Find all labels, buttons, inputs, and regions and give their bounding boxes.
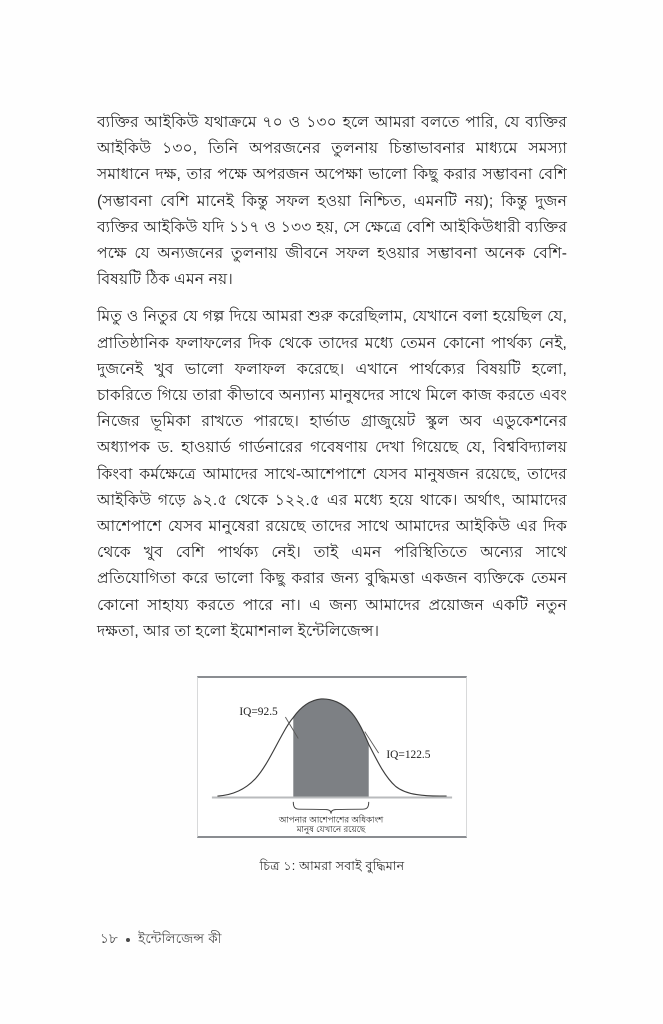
paragraph-2: মিতু ও নিতুর যে গল্প দিয়ে আমরা শুরু করেছিলাম, যেখানে বলা হয়েছিল যে, প্রাতিষ্ঠানিক ফলাফলের দিক থেকে তাদের মধ্যে তেমন কোনো পার্থক্য নেই, দুজনেই খুব ভালো ফলাফল করেছে। এখানে পার্থক্যের বিষয়টি হলো, চাকরিতে গিয়ে তারা কীভাবে অন্যান্য মানুষদের সাথে মিলে কাজ করতে এবং নিজের ভূমিকা রাখতে পারছে। হার্ভাড গ্রাজুয়েট স্কুল অব এডুকেশনের অধ্যাপক ড. হাওয়ার্ড গার্ডনারের গবেষণায় দেখা গিয়েছে যে, বিশ্ববিদ্যালয় কিংবা কর্মক্ষেত্রে আমাদের সাথে-আশেপাশে যেসব মানুষজন রয়েছে, তাদের আইকিউ গড়ে ৯২.৫ থেকে ১২২.৫ এর মধ্যে হয়ে থাকে। অর্থাৎ, আমাদের আশেপাশে যেসব মানুষেরা রয়েছে তাদের সাথে আমাদের আইকিউ এর দিক থেকে খুব বেশি পার্থক্য নেই। তাই এমন পরিস্থিতিতে অন্যের সাথে প্রতিযোগিতা করে ভালো কিছু করার জন্য বুদ্ধিমত্তা একজন ব্যক্তিকে তেমন কোনো সাহায্য করতে পারে না। এ জন্য আমাদের প্রয়োজন একটি নতুন দক্ষতা, আর তা হলো ইমোশনাল ইন্টেলিজেন্স। xyxy=(97,308,567,640)
brace-under-region xyxy=(293,802,368,814)
body-text-column xyxy=(97,110,567,645)
page-footer xyxy=(100,928,222,951)
shaded-region xyxy=(293,699,368,797)
footer-separator-dot xyxy=(126,938,130,942)
iq-right-label: IQ=122.5 xyxy=(386,749,431,761)
figure-annotation-line-2: মানুষ যেখানে রয়েছে xyxy=(296,824,366,835)
figure-caption: চিত্র ১: আমরা সবাই বুদ্ধিমান xyxy=(259,859,405,873)
page-number: ১৮ xyxy=(100,931,119,946)
figure-container xyxy=(197,676,467,873)
paragraph-1: ব্যক্তির আইকিউ যথাক্রমে ৭০ ও ১৩০ হলে আমরা বলতে পারি, যে ব্যক্তির আইকিউ ১৩০, তিনি অপরজনের তুলনায় চিন্তাভাবনার মাধ্যমে সমস্যা সমাধানে দক্ষ, তার পক্ষে অপরজন অপেক্ষা ভালো কিছু করার সম্ভাবনা বেশি (সম্ভাবনা বেশি মানেই কিন্তু সফল হওয়া নিশ্চিত, এমনটি নয়); কিন্তু দুজন ব্যক্তির আইকিউ যদি ১১৭ ও ১৩৩ হয়, সে ক্ষেত্রে বেশি আইকিউধারী ব্যক্তির পক্ষে যে অন্যজনের তুলনায় জীবনে সফল হওয়ার সম্ভাবনা অনেক বেশি-বিষয়টি ঠিক এমন নয়। xyxy=(97,114,567,289)
iq-left-label: IQ=92.5 xyxy=(239,706,278,719)
running-head: ইন্টেলিজেন্স কী xyxy=(138,931,222,946)
bell-curve-chart xyxy=(198,678,466,836)
figure-annotation-line-1: আপনার আশেপাশের অধিকাংশ xyxy=(278,814,384,825)
figure-box xyxy=(197,676,467,838)
